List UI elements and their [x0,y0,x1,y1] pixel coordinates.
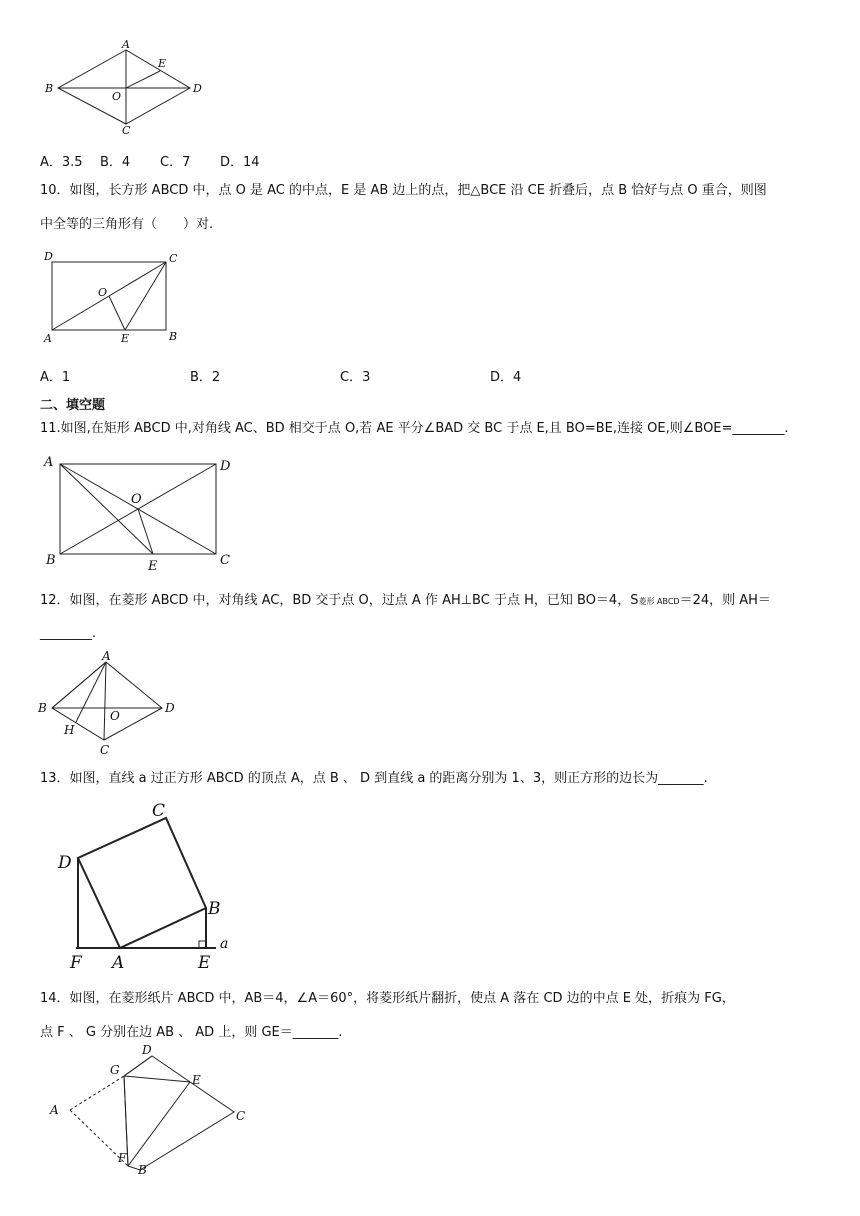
q11-figure [40,450,240,574]
q10-option-b: B．2 [190,370,221,385]
svg-text:A: A [122,38,130,51]
q9-option-d: D．14 [220,155,260,170]
svg-text:O: O [112,90,122,103]
svg-text:A: A [44,332,52,345]
q12-question-line1: 12．如图，在菱形 ABCD 中，对角线 AC，BD 交于点 O，过点 A 作 AH⊥BC 于点 H，已知 BO＝4，S菱形 ABCD＝24，则 AH＝ [40,593,771,608]
svg-text:B: B [45,82,54,95]
q10-figure [40,248,190,346]
q14-figure [40,1042,260,1176]
svg-text:D: D [58,853,72,873]
q10-option-c: C．3 [340,370,371,385]
svg-text:D: D [142,1043,152,1057]
q9-figure [40,38,220,134]
q12-answer-blank: ________. [40,626,97,641]
svg-text:F: F [70,953,82,972]
svg-text:C: C [236,1109,246,1123]
svg-text:E: E [198,953,211,972]
q13-question: 13．如图，直线 a 过正方形 ABCD 的顶点 A，点 B 、 D 到直线 a 的距离分别为 1、3，则正方形的边长为_______. [40,771,708,786]
svg-text:B: B [46,553,56,568]
svg-text:C: C [220,553,230,568]
svg-text:D: D [193,82,202,95]
q12-figure [36,650,186,756]
svg-text:D: D [220,459,231,474]
svg-text:G: G [110,1063,120,1077]
q9-option-b: B．4 [100,155,131,170]
q9-option-c: C．7 [160,155,191,170]
q10-option-d: D．4 [490,370,522,385]
q14-question-line2: 点 F 、 G 分别在边 AB 、 AD 上，则 GE＝_______. [40,1025,343,1040]
svg-text:E: E [121,332,130,345]
svg-text:a: a [220,936,229,952]
svg-text:O: O [98,286,108,299]
svg-text:H: H [64,723,75,737]
svg-text:C: C [169,252,178,265]
svg-text:O: O [131,492,142,507]
svg-text:A: A [50,1103,59,1117]
svg-text:D: D [165,701,175,715]
q14-question-line1: 14．如图，在菱形纸片 ABCD 中，AB＝4，∠A＝60°，将菱形纸片翻折，使点 A 落在 CD 边的中点 E 处，折痕为 FG， [40,991,735,1006]
svg-text:B: B [169,330,178,343]
q9-option-a: A．3.5 [40,155,83,170]
svg-text:E: E [192,1073,201,1087]
svg-text:C: C [100,743,110,756]
section-heading: 二、填空题 [40,398,106,413]
svg-text:D: D [44,250,53,263]
q10-question-line2: 中全等的三角形有（ ）对. [40,217,214,232]
svg-text:A: A [44,455,54,470]
svg-text:O: O [110,709,120,723]
svg-text:C: C [152,801,166,821]
svg-text:E: E [148,559,158,574]
svg-text:F: F [118,1151,127,1165]
svg-text:B: B [208,899,221,919]
svg-text:A: A [112,953,125,972]
svg-text:A: A [102,650,111,663]
q13-figure [44,796,244,972]
svg-text:E: E [158,57,167,70]
svg-text:C: C [122,124,131,134]
svg-text:B: B [38,701,47,715]
q10-question-line1: 10．如图，长方形 ABCD 中，点 O 是 AC 的中点，E 是 AB 边上的点，把△BCE 沿 CE 折叠后，点 B 恰好与点 O 重合，则图 [40,183,767,198]
q11-question: 11.如图,在矩形 ABCD 中,对角线 AC、BD 相交于点 O,若 AE 平分∠BAD 交 BC 于点 E,且 BO=BE,连接 OE,则∠BOE=________. [40,421,789,436]
q10-option-a: A．1 [40,370,71,385]
svg-text:B: B [138,1163,147,1176]
